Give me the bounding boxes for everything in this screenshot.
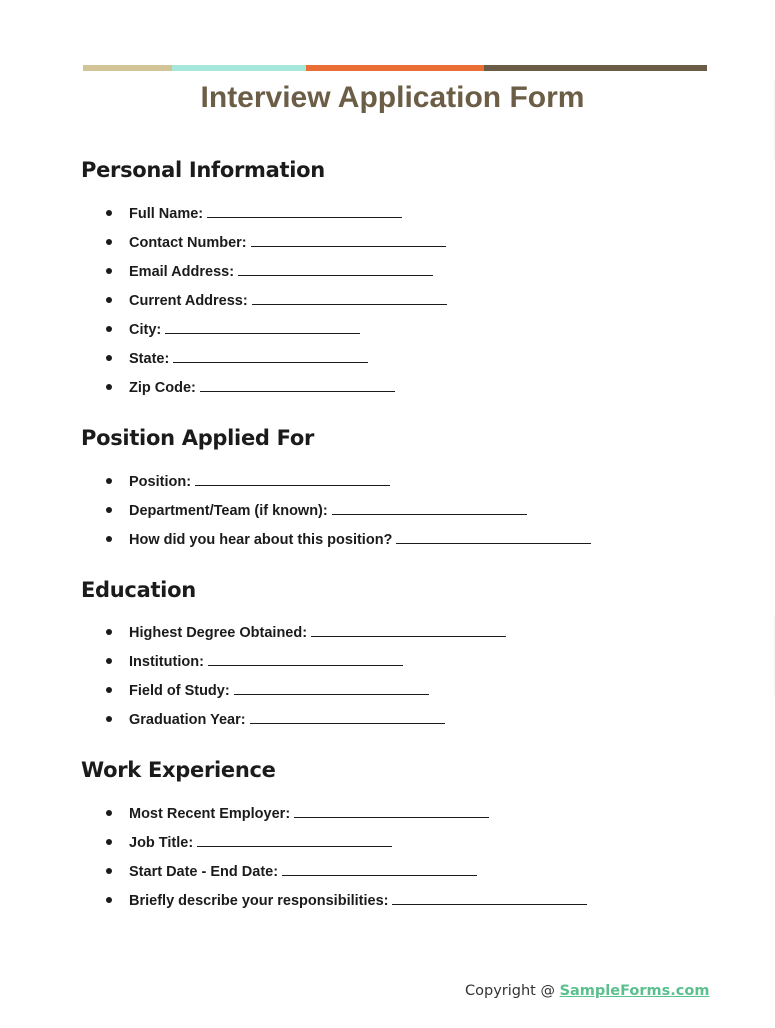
field-label: Contact Number: <box>129 235 247 251</box>
graduation-year-blank[interactable] <box>250 709 445 724</box>
field-graduation-year <box>0 709 506 738</box>
bullet-icon <box>106 507 112 513</box>
field-label: State: <box>129 351 170 367</box>
field-responsibilities <box>0 890 587 919</box>
field-of-study-blank[interactable] <box>234 680 429 695</box>
bullet-icon <box>106 868 112 874</box>
bullet-icon <box>106 268 112 274</box>
bullet-icon <box>106 687 112 693</box>
field-field-of-study <box>0 680 506 709</box>
bullet-icon <box>106 629 112 635</box>
bullet-icon <box>106 478 112 484</box>
copyright-text: Copyright @ <box>465 983 560 999</box>
field-city <box>0 319 447 348</box>
field-zip-code <box>0 377 447 406</box>
position-blank[interactable] <box>195 471 390 486</box>
contact-number-blank[interactable] <box>251 232 446 247</box>
section-title-work-experience: Work Experience <box>81 758 276 782</box>
color-bar-segment-orange <box>306 65 484 71</box>
job-title-blank[interactable] <box>197 832 392 847</box>
field-label: Job Title: <box>129 835 194 851</box>
email-address-blank[interactable] <box>238 261 433 276</box>
color-bar-segment-teal <box>172 65 306 71</box>
section-title-position-applied-for: Position Applied For <box>81 426 315 450</box>
field-contact-number <box>0 232 447 261</box>
field-label: Zip Code: <box>129 380 196 396</box>
education-field-list <box>0 622 506 738</box>
header-color-bar <box>83 65 707 71</box>
full-name-blank[interactable] <box>207 203 402 218</box>
field-most-recent-employer <box>0 803 587 832</box>
bullet-icon <box>106 716 112 722</box>
most-recent-employer-blank[interactable] <box>294 803 489 818</box>
field-label: Email Address: <box>129 264 235 280</box>
field-label: Graduation Year: <box>129 712 246 728</box>
field-label: Department/Team (if known): <box>129 503 328 519</box>
color-bar-segment-tan <box>83 65 172 71</box>
field-highest-degree <box>0 622 506 651</box>
position-field-list <box>0 471 591 558</box>
work-experience-field-list <box>0 803 587 919</box>
field-institution <box>0 651 506 680</box>
institution-blank[interactable] <box>208 651 403 666</box>
document-title: Interview Application Form <box>200 81 585 114</box>
section-title-personal-information: Personal Information <box>81 158 325 182</box>
copyright-footer <box>465 983 709 999</box>
field-label: Field of Study: <box>129 683 230 699</box>
responsibilities-blank[interactable] <box>392 890 587 905</box>
zip-code-blank[interactable] <box>200 377 395 392</box>
field-label: Institution: <box>129 654 204 670</box>
bullet-icon <box>106 239 112 245</box>
bullet-icon <box>106 897 112 903</box>
section-title-education: Education <box>81 578 196 602</box>
color-bar-segment-brown <box>484 65 707 71</box>
city-blank[interactable] <box>165 319 360 334</box>
field-label: City: <box>129 322 162 338</box>
field-label: How did you hear about this position? <box>129 532 393 548</box>
field-how-did-you-hear <box>0 529 591 558</box>
bullet-icon <box>106 297 112 303</box>
field-label: Position: <box>129 474 192 490</box>
field-label: Current Address: <box>129 293 248 309</box>
field-label: Most Recent Employer: <box>129 806 291 822</box>
field-job-title <box>0 832 587 861</box>
bullet-icon <box>106 658 112 664</box>
field-state <box>0 348 447 377</box>
bullet-icon <box>106 326 112 332</box>
field-label: Highest Degree Obtained: <box>129 625 308 641</box>
bullet-icon <box>106 355 112 361</box>
bullet-icon <box>106 210 112 216</box>
field-current-address <box>0 290 447 319</box>
bullet-icon <box>106 839 112 845</box>
field-position <box>0 471 591 500</box>
current-address-blank[interactable] <box>252 290 447 305</box>
field-label: Start Date - End Date: <box>129 864 279 880</box>
bullet-icon <box>106 536 112 542</box>
state-blank[interactable] <box>173 348 368 363</box>
field-email-address <box>0 261 447 290</box>
bullet-icon <box>106 810 112 816</box>
highest-degree-blank[interactable] <box>311 622 506 637</box>
how-did-you-hear-blank[interactable] <box>396 529 591 544</box>
bullet-icon <box>106 384 112 390</box>
start-end-date-blank[interactable] <box>282 861 477 876</box>
field-department-team <box>0 500 591 529</box>
personal-information-field-list <box>0 203 447 406</box>
field-label: Briefly describe your responsibilities: <box>129 893 389 909</box>
field-label: Full Name: <box>129 206 204 222</box>
department-team-blank[interactable] <box>332 500 527 515</box>
sampleforms-link[interactable]: SampleForms.com <box>559 983 710 999</box>
field-full-name <box>0 203 447 232</box>
field-start-end-date <box>0 861 587 890</box>
